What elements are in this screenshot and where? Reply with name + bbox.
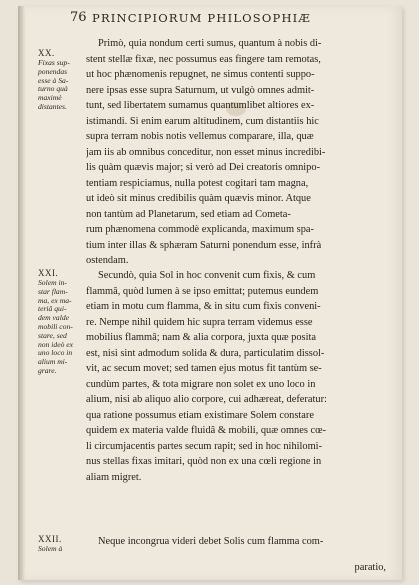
margin-note-line: star flam-: [38, 286, 68, 296]
text-line: quidem ex materia valde fluidâ & mobili, quæ omnes cœ-: [86, 425, 327, 436]
margin-note-line: teriâ qui-: [38, 304, 67, 314]
text-line: rum phænomena commodè explicanda, maximum spa-: [86, 224, 314, 235]
margin-note-line: grare.: [38, 365, 57, 375]
margin-note-line: alium mi-: [38, 357, 68, 367]
text-line: vit, ac secum movet; sed tamen ejus motus fit tantùm se-: [86, 363, 322, 374]
margin-note-line: non ideò ex: [38, 339, 74, 349]
text-line: cundùm partes, & tota migrare non solet ex uno loco in: [86, 378, 316, 390]
text-line: ut hoc phænomenis repugnet, ne simus contenti suppo-: [86, 69, 315, 80]
margin-note-line: dem valde: [38, 313, 69, 323]
article-number: XX.: [38, 48, 55, 58]
page-header: [70, 10, 390, 30]
text-line: est, nisi sint admodum solida & dura, particulatim dissol-: [86, 347, 325, 359]
page-gutter: [18, 6, 26, 580]
margin-note-line: Solem à: [38, 544, 63, 553]
article-number: XXII.: [38, 534, 62, 544]
text-line: Secundò, quia Sol in hoc convenit cum fixis, & cum: [98, 270, 316, 281]
margin-note-line: distantes.: [38, 101, 67, 111]
text-line: supra terram nobis notis vellemus comparare, illa, quæ: [86, 131, 314, 142]
margin-note-line: ma, ex ma-: [38, 295, 72, 305]
text-line: nus stellas fixas imitari, quòd non ex una cœli regione in: [86, 456, 322, 467]
text-line: ut ideò sit minus credibilis quàm quævis minor. Atque: [86, 193, 311, 204]
margin-note-line: uno loco in: [38, 348, 73, 358]
running-head: PRINCIPIORUM PHILOSOPHIÆ: [92, 11, 312, 25]
text-line: non tantùm ad Planetarum, sed etiam ad Cometa-: [86, 208, 291, 220]
text-line: lis quàm quævis major; si verò ad Dei creatoris omnipo-: [86, 162, 321, 173]
text-line: tunt, sed libertatem sumamus quantumlibet altiores ex-: [86, 100, 315, 111]
catchword: paratio,: [354, 562, 386, 573]
text-line: jam iis ab omnibus conceditur, non esset minus incredibi-: [86, 146, 326, 158]
margin-note-line: mobili con-: [38, 321, 73, 331]
margin-note-line: maximè: [38, 93, 62, 103]
text-line: li circumjacentis partes secum rapit; sed in hoc nihilomi-: [86, 440, 323, 452]
text-line: ostendam.: [86, 255, 129, 266]
text-line: nere ipsas esse supra Saturnum, ut vulgò omnes admit-: [86, 84, 315, 96]
text-line: etiam in motu cum flamma, & in situ cum fixis conveni-: [86, 301, 321, 312]
text-line: aliam migret.: [86, 471, 142, 483]
text-line: istimandi. Si enim earum altitudinem, cum distantiis hic: [86, 115, 319, 127]
text-line: qua ratione possumus etiam existimare Solem constare: [86, 409, 314, 421]
paragraph: [86, 268, 394, 485]
text-line: flammâ, quòd lumen à se ipso emittat; putemus eundem: [86, 285, 319, 297]
margin-note-line: Fixas sup-: [38, 58, 70, 67]
margin-note-line: esse à Sa-: [38, 75, 69, 85]
page-number: 76: [70, 10, 87, 25]
text-line: tentiam respiciamus, nulla potest cogitari tam magna,: [86, 177, 309, 189]
margin-note-line: turno quà: [38, 84, 68, 94]
text-line: re. Nempe nihil quidem hic supra terram videmus esse: [86, 316, 313, 328]
paragraph: [86, 36, 394, 269]
article-number: XXI.: [38, 268, 59, 278]
margin-note-line: Solem in-: [38, 278, 67, 287]
margin-note-line: ponendas: [38, 66, 68, 76]
paragraph: [86, 534, 394, 550]
margin-note-line: stare, sed: [38, 330, 67, 340]
text-line: Neque incongrua videri debet Solis cum flamma com-: [98, 536, 324, 547]
text-line: tium inter illas & sphæram Saturni ponendum esse, infrà: [86, 239, 322, 251]
text-line: mobilius flammâ; nam & alia corpora, juxta quæ posita: [86, 332, 316, 343]
text-line: Primò, quia nondum certi sumus, quantum à nobis di-: [98, 38, 322, 49]
text-line: stent stellæ fixæ, nec possumus eas fingere tam remotas,: [86, 53, 321, 65]
book-page: [18, 6, 402, 580]
text-line: alium, nisi ab aliquo alio corpore, cui adhæreat, deferatur:: [86, 394, 327, 405]
